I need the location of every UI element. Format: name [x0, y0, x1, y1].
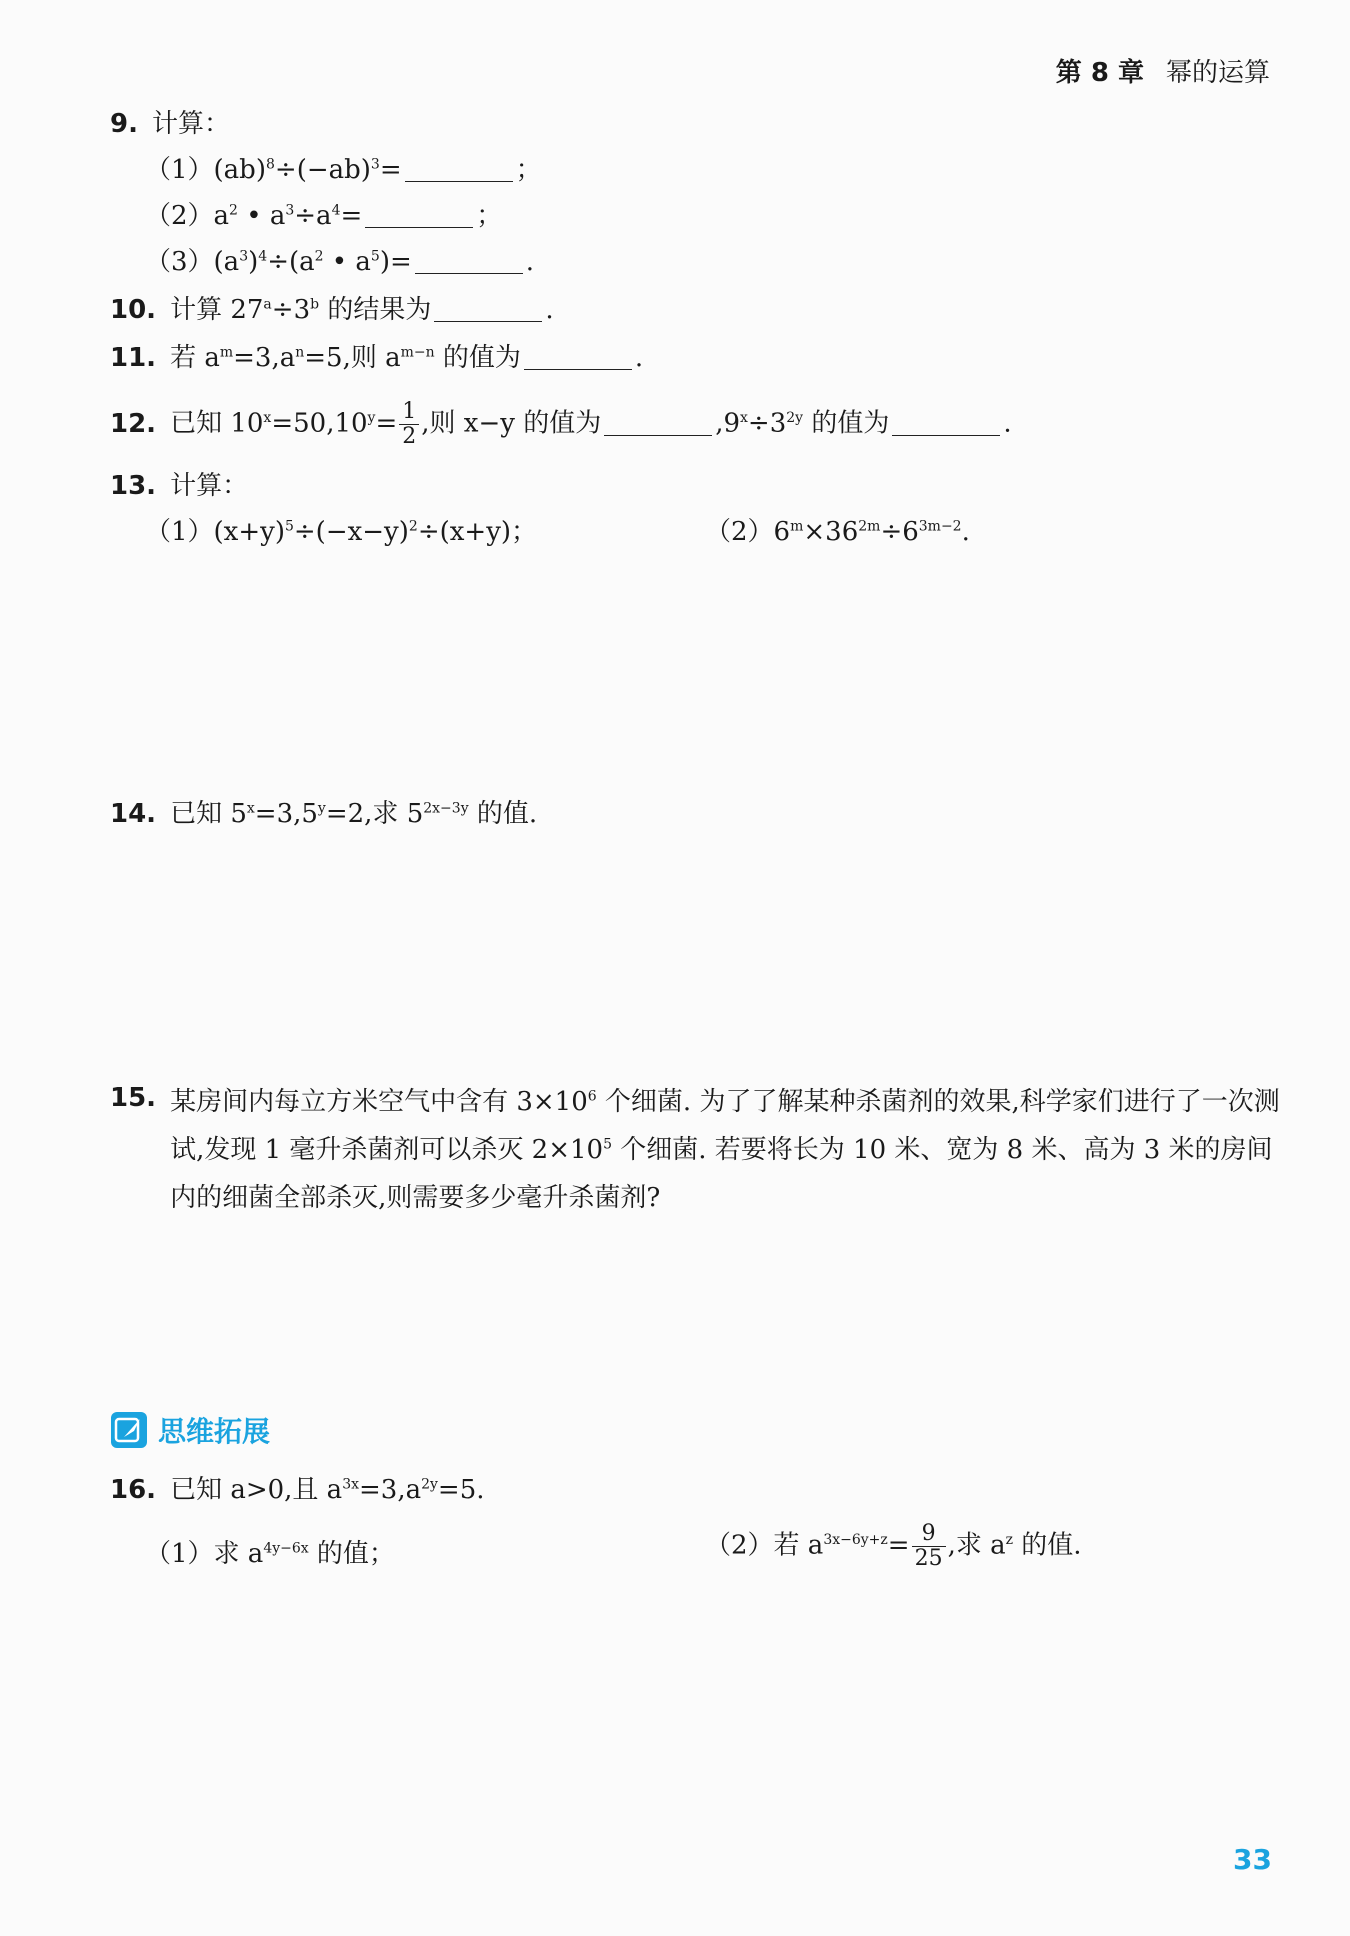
- q13-p2-exp3: 3m−2: [918, 518, 962, 535]
- q13-part2: [705, 512, 970, 552]
- q12-text3: ,则 x−y 的值为: [421, 408, 602, 439]
- q9-p3-exp2: 4: [258, 248, 268, 265]
- answer-blank[interactable]: [415, 249, 523, 274]
- q16-p1-text: （1）求 a: [145, 1539, 264, 1569]
- q9-part2: [145, 196, 502, 236]
- q13-heading: [110, 466, 248, 506]
- q9-p3-text2: ): [248, 247, 259, 277]
- q15-exp2: 5: [603, 1136, 612, 1153]
- chapter-number: 第 8 章: [1055, 58, 1144, 88]
- q11-text4: 的值为: [434, 343, 521, 373]
- section-title: 思维拓展: [158, 1415, 271, 1448]
- q11-number: 11.: [110, 343, 157, 373]
- q9-p1-text2: ÷(−ab): [274, 155, 371, 185]
- q9-p3-exp3: 2: [314, 248, 324, 265]
- q13-label: 计算：: [170, 471, 249, 501]
- section-header: [110, 1410, 270, 1450]
- q16-number: 16.: [110, 1475, 157, 1505]
- q12-fraction: [399, 400, 419, 449]
- q16-part2: [705, 1522, 1082, 1571]
- chapter-header: [1056, 52, 1270, 89]
- q9-p1-exp2: 3: [370, 156, 380, 173]
- q11-exp3: m−n: [400, 344, 435, 361]
- q12: [110, 400, 1012, 449]
- q9-p3-end: .: [525, 247, 535, 277]
- answer-blank[interactable]: [434, 297, 542, 322]
- q9-heading: [110, 104, 230, 144]
- q13-p2-text: （2）6: [705, 517, 791, 547]
- fraction-denominator: 25: [914, 1546, 943, 1571]
- q14-number: 14.: [110, 799, 157, 829]
- q14-exp: x: [246, 800, 255, 817]
- q9-p2-exp: 2: [229, 202, 238, 219]
- q13-p2-text2: ×36: [803, 517, 859, 547]
- q12-number: 12.: [110, 408, 157, 439]
- q14-text2: =3,5: [254, 799, 318, 829]
- q14-text4: 的值.: [468, 799, 538, 829]
- q9-p3-exp4: 5: [370, 248, 380, 265]
- q14: [110, 794, 537, 834]
- q16-p2-eq: =: [887, 1530, 910, 1561]
- q11: [110, 338, 643, 378]
- q12-end: .: [1003, 408, 1012, 439]
- q14-text: 已知 5: [170, 799, 247, 829]
- answer-blank[interactable]: [892, 411, 1000, 436]
- q10-exp: a: [263, 296, 272, 313]
- q10-text: 计算 27: [170, 295, 264, 325]
- q16-p2-exp: 3x−6y+z: [823, 1531, 888, 1548]
- q9-part1: [145, 150, 542, 190]
- q13-p1-exp: 5: [284, 518, 294, 535]
- q16-heading: [110, 1470, 485, 1510]
- q9-p2-text3: ÷a: [294, 201, 332, 231]
- q11-text3: =5,则 a: [304, 343, 401, 373]
- q13-p1-text: （1）(x+y): [145, 517, 285, 547]
- q12-text2: =50,10: [271, 408, 368, 439]
- q15-text2: 个细菌. 为了了解某种杀菌剂的效果,科学家们进行了一次测试,发现 1 毫升杀菌剂可以杀灭 2×10: [170, 1087, 1280, 1165]
- q9-p2-exp2: 3: [285, 202, 295, 219]
- q12-eq: =: [375, 408, 398, 439]
- q12-text: 已知 10: [170, 408, 264, 439]
- q11-text2: =3,a: [233, 343, 296, 373]
- q16-p1-text2: 的值；: [308, 1539, 395, 1569]
- q12-exp4: 2y: [786, 409, 804, 426]
- rocket-icon: [110, 1411, 148, 1449]
- q14-exp2: y: [317, 800, 326, 817]
- q13-p2-exp2: 2m: [858, 518, 881, 535]
- q16-part1: [145, 1534, 395, 1574]
- q12-exp: x: [263, 409, 272, 426]
- q10-exp2: b: [310, 296, 320, 313]
- q14-text3: =2,求 5: [325, 799, 424, 829]
- q12-text5: ÷3: [747, 408, 787, 439]
- q9-p2-end: ；: [476, 201, 503, 231]
- q16-exp2: 2y: [421, 1476, 438, 1493]
- q12-text6: 的值为: [803, 408, 890, 439]
- q9-p1-eq: =: [379, 155, 402, 185]
- q15-body: [170, 1078, 1280, 1222]
- q10: [110, 290, 554, 330]
- answer-blank[interactable]: [524, 345, 632, 370]
- q9-p2-exp3: 4: [331, 202, 341, 219]
- q13-p2-end: .: [961, 517, 970, 547]
- answer-blank[interactable]: [405, 157, 513, 182]
- q15-number: 15.: [110, 1083, 157, 1113]
- q16-text2: =3,a: [359, 1475, 422, 1505]
- q13-number: 13.: [110, 471, 157, 501]
- q12-exp2: y: [367, 409, 376, 426]
- q15: [110, 1078, 1280, 1222]
- q9-p3-eq: )=: [379, 247, 412, 277]
- q9-p1-end: ；: [515, 155, 542, 185]
- q13-p1-text3: ÷(x+y)；: [417, 517, 538, 547]
- q16-p2-text: （2）若 a: [705, 1530, 824, 1561]
- q14-exp3: 2x−3y: [423, 800, 469, 817]
- q10-text2: ÷3: [271, 295, 311, 325]
- q11-end: .: [634, 343, 644, 373]
- q11-exp: m: [219, 344, 234, 361]
- q9-p2-eq: =: [340, 201, 363, 231]
- fraction-denominator: 2: [402, 424, 417, 449]
- q13-p1-exp2: 2: [408, 518, 418, 535]
- q13-part1: [145, 512, 537, 552]
- q9-p3-exp: 3: [239, 248, 249, 265]
- q9-part3: [145, 242, 534, 282]
- q9-p3-text4: • a: [323, 247, 371, 277]
- page-number: 33: [1233, 1843, 1272, 1876]
- fraction-numerator: 9: [912, 1522, 946, 1547]
- q11-text: 若 a: [170, 343, 220, 373]
- q15-text: 某房间内每立方米空气中含有 3×10: [170, 1087, 588, 1117]
- q9-p1-text: （1）(ab): [145, 155, 266, 185]
- q16-text3: =5.: [437, 1475, 485, 1505]
- q16-p2-text2: ,求 a: [947, 1530, 1006, 1561]
- q15-text3: 个细菌. 若要将长为 10 米、宽为 8 米、高为 3 米的房间内的细菌全部杀灭,则需要多少毫升杀菌剂?: [170, 1135, 1273, 1213]
- q11-exp2: n: [295, 344, 305, 361]
- answer-blank[interactable]: [365, 203, 473, 228]
- q10-number: 10.: [110, 295, 157, 325]
- answer-blank[interactable]: [604, 411, 712, 436]
- q10-text3: 的结果为: [319, 295, 432, 325]
- chapter-title: 幂的运算: [1165, 58, 1270, 88]
- q9-number: 9.: [110, 109, 138, 139]
- fraction-numerator: 1: [399, 400, 419, 425]
- q12-exp3: x: [740, 409, 748, 426]
- q15-exp: 6: [587, 1088, 597, 1105]
- q16-exp: 3x: [342, 1476, 359, 1493]
- q13-p2-text3: ÷6: [880, 517, 919, 547]
- q16-fraction: [912, 1522, 946, 1571]
- q16-p2-exp2: z: [1005, 1531, 1013, 1548]
- q9-label: 计算：: [151, 109, 230, 139]
- q12-text4: ,9: [715, 408, 741, 439]
- q9-p2-text: （2）a: [145, 201, 230, 231]
- q9-p2-text2: • a: [237, 201, 286, 231]
- q16-p2-text3: 的值.: [1013, 1530, 1082, 1561]
- q10-end: .: [545, 295, 554, 325]
- q13-p2-exp: m: [790, 518, 804, 535]
- q16-p1-exp: 4y−6x: [263, 1540, 309, 1557]
- q13-p1-text2: ÷(−x−y): [293, 517, 409, 547]
- q16-text: 已知 a>0,且 a: [170, 1475, 343, 1505]
- q9-p1-exp: 8: [265, 156, 275, 173]
- q9-p3-text: （3）(a: [145, 247, 240, 277]
- q9-p3-text3: ÷(a: [267, 247, 315, 277]
